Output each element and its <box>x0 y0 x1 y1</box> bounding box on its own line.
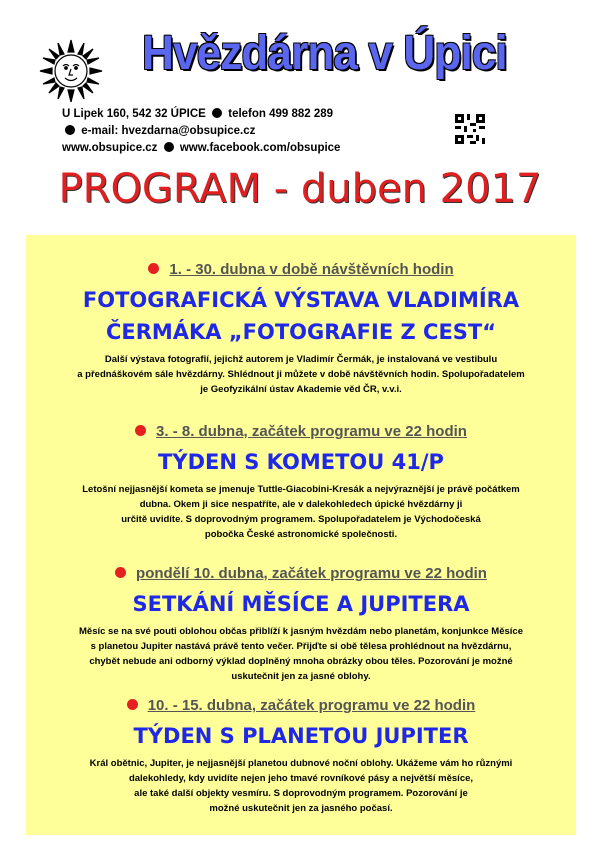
event-description <box>51 482 551 542</box>
description-line: je Geofyzikální ústav Akademie věd ČR, v.v.i. <box>200 384 402 395</box>
description-line: Král obětnic, Jupiter, je nejjasnější planetou dubnové noční oblohy. Ukážeme vám ho různými <box>89 758 513 769</box>
observatory-title: Hvězdárna v Úpici <box>142 27 507 80</box>
red-bullet-icon <box>115 567 126 578</box>
description-line: určitě uvidíte. S doprovodným programem. Spolupořadatelem je Východočeská <box>121 514 481 525</box>
description-line: Měsíc se na své pouti oblohou občas přiblíží k jasným hvězdám nebo planetám, konjunkce Měsíce <box>79 626 523 637</box>
description-line: s planetou Jupiter nastává právě tento večer. Přijďte si obě tělesa prohlédnout na hvězdárnu, <box>90 641 512 652</box>
email-link[interactable]: e-mail: hvezdarna@obsupice.cz <box>81 125 256 137</box>
event-date: 3. - 8. dubna, začátek programu ve 22 hodin <box>156 423 467 440</box>
event-heading-line: SETKÁNÍ MĚSÍCE A JUPITERA <box>132 592 470 616</box>
event-item <box>26 697 576 816</box>
event-date: 10. - 15. dubna, začátek programu ve 22 hodin <box>147 697 476 714</box>
event-date: 1. - 30. dubna v době návštěvních hodin <box>169 261 454 278</box>
description-line: uskutečnit jen za jasné oblohy. <box>231 671 371 682</box>
description-line: dubna. Okem ji sice nespatříte, ale v dalekohledech úpické hvězdárny ji <box>139 499 463 510</box>
event-item <box>26 423 576 542</box>
address-text: U Lipek 160, 542 32 ÚPICE <box>62 108 206 120</box>
description-line: Letošní nejjasnější kometa se jmenuje Tuttle-Giacobini-Kresák a nejvýraznější je právě počátkem <box>82 484 520 495</box>
program-title: PROGRAM - duben 2017 <box>58 166 542 212</box>
event-description <box>51 352 551 397</box>
event-item <box>26 565 576 684</box>
event-heading <box>26 720 576 752</box>
event-heading-line: ČERMÁKA „FOTOGRAFIE Z CEST“ <box>105 320 497 344</box>
red-bullet-icon <box>135 425 146 436</box>
event-heading-line: TÝDEN S PLANETOU JUPITER <box>133 724 469 748</box>
description-line: chybět nebude ani odborný výklad doplněný mnoha obrázky obou těles. Pozorování je možné <box>89 656 513 667</box>
bullet-icon <box>65 125 75 135</box>
sun-logo-icon <box>38 38 104 104</box>
description-line: pobočka České astronomické společnosti. <box>204 529 398 540</box>
description-line: ale také další objekty vesmíru. S doprovodným programem. Pozorování je <box>134 788 468 799</box>
contact-block <box>62 106 340 157</box>
event-description <box>51 624 551 684</box>
event-heading <box>26 588 576 620</box>
event-heading-line: FOTOGRAFICKÁ VÝSTAVA VLADIMÍRA <box>82 288 520 312</box>
event-date: pondělí 10. dubna, začátek programu ve 22 hodin <box>136 565 487 582</box>
description-line: možné uskutečnit jen za jasného počasí. <box>209 803 393 814</box>
facebook-link[interactable]: www.facebook.com/obsupice <box>179 142 341 154</box>
event-item <box>26 261 576 397</box>
red-bullet-icon <box>127 699 138 710</box>
event-heading <box>26 284 576 348</box>
event-description <box>51 756 551 816</box>
bullet-icon <box>164 142 174 152</box>
event-heading-line: TÝDEN S KOMETOU 41/P <box>158 450 444 474</box>
event-heading <box>26 446 576 478</box>
qr-code-icon <box>455 114 485 144</box>
website-link[interactable]: www.obsupice.cz <box>62 142 158 154</box>
red-bullet-icon <box>148 263 159 274</box>
bullet-icon <box>212 108 222 118</box>
description-line: a přednáškovém sále hvězdárny. Shlédnout ji můžete v době návštěvních hodin. Spolupořadatelem <box>77 369 525 380</box>
phone-text: telefon 499 882 289 <box>228 108 334 120</box>
program-panel <box>26 235 576 835</box>
description-line: Další výstava fotografií, jejichž autorem je Vladimír Čermák, je instalovaná ve vestibulu <box>104 354 498 365</box>
description-line: dalekohledy, kdy uvidíte nejen jeho tmavé rovníkové pásy a největší měsíce, <box>128 773 474 784</box>
